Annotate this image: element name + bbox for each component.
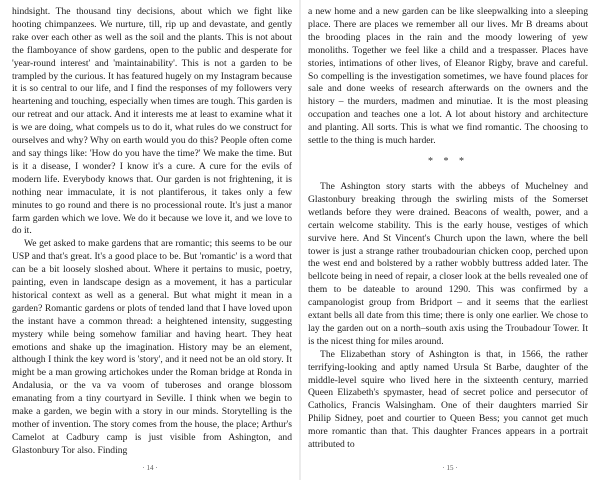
page-number-left: · 14 ·	[142, 464, 158, 472]
right-page	[300, 0, 600, 480]
right-paragraph-1: a new home and a new garden can be like sleepwalking into a sleeping place. There are places we remember all our lives. Mr B dreams about the brooding places in the rain and the moody lowering of yew monoliths. Together we feel like a child and a trespasser. Places have stories, intimations of other lives, of Eleanor Rigby, brave and careful. So compelling is the investigation sometimes, we have found places for sale and done weeks of research afterwards on the owners and the history – the murders, madmen and minutiae. It is the most pleasing occupation and teaches one a lot. A lot about history and architecture and planting. All sorts. This is what we find romantic. The choosing to settle to the thing is much harder.	[308, 6, 588, 147]
left-paragraph-1: hindsight. The thousand tiny decisions, about which we fight like hooting chimpanzees. We nurture, till, rip up and devastate, and gently rake over each other as well as the soil and the plants. This is not about the flamboyance of show gardens, open to the public and desperate for 'year-round interest' and 'maintainability'. This is not a garden to be trampled by the curious. It has featured hugely on my Instagram because it is so central to our life, and I find the responses of my followers very heartening and touching, especially when times are tough. This garden is our retreat and our attack. And it interests me at least to examine what it is we are doing, what compels us to do it, what rules do we construct for ourselves and why? Why on earth would you do this? People often come and say things like: 'How do you have the time?' We make the time. But is it a disease, I wonder? I know it's a cure. A cure for the evils of modern life. Everybody knows that. Our garden is not frightening, it is nothing near immaculate, it is not plantiferous, it takes only a few minutes to go round and there is no processional route. It's just a manor farm garden which we love. We do it because we love it, and we love to do it.	[12, 6, 292, 237]
page-number-right: · 15 ·	[442, 464, 458, 472]
section-break: * * *	[428, 155, 468, 167]
left-paragraph-2: We get asked to make gardens that are romantic; this seems to be our USP and that's great. It's a good place to be. But 'romantic' is a word that can be a bit loosely sloshed about. Where it pertains to music, poetry, painting, even in landscape design as a movement, it has a particular historical context as well as a general. But what might it mean in a garden? Romantic gardens or plots of tended land that I have loved upon the instant have a common thread: a heightened intensity, suggesting mystery while being somehow familiar and having heart. They heat emotions and shake up the imagination. History may be an element, although I think the key word is 'story', and it need not be an old story. It might be a man growing artichokes under the Roman bridge at Ronda in Andalusia, or the va va voom of tuberoses and orange blossom emanating from a tiny courtyard in Seville. I think when we begin to make a garden, we begin with a story in our minds. Storytelling is the mother of invention. The story comes from the house, the place; Arthur's Camelot at Cadbury camp is just visible from Ashington, and Glastonbury Tor also. Finding	[12, 238, 292, 456]
right-paragraph-2: The Ashington story starts with the abbeys of Muchelney and Glastonbury breaking through the swirling mists of the Somerset wetlands before they were drained. Beacons of wealth, power, and a certain welcome stability. This is the early house, vestiges of which survive here. And St Vincent's Church upon the lawn, where the bell tower is just a strange rather troubadourian chicken coop, perched upon the west end and bolstered by a rather wobbly buttress added later. The bellcote being in need of repair, a closer look at the bells revealed one of them to be dateable to around 1290. This was confirmed by a campanologist group from Bridport – and it seems that the earliest extant bells all date from this time; there is only one earlier. We chose to lay the garden out on a north–south axis using the Troubadour Tower. It is the nicest thing for miles around.	[308, 180, 588, 347]
right-paragraph-3: The Elizabethan story of Ashington is that, in 1566, the rather terrifying-looking and aptly named Ursula St Barbe, daughter of the middle-level squire who lived here in the sixteenth century, married Queen Elizabeth's spymaster, head of secret police and persecutor of Catholics, Francis Walsingham. One of their daughters married Sir Philip Sidney, poet and courtier to Queen Bess; you cannot get much more romantic than that. This daughter Frances appears in a portrait attributed to	[308, 348, 588, 451]
